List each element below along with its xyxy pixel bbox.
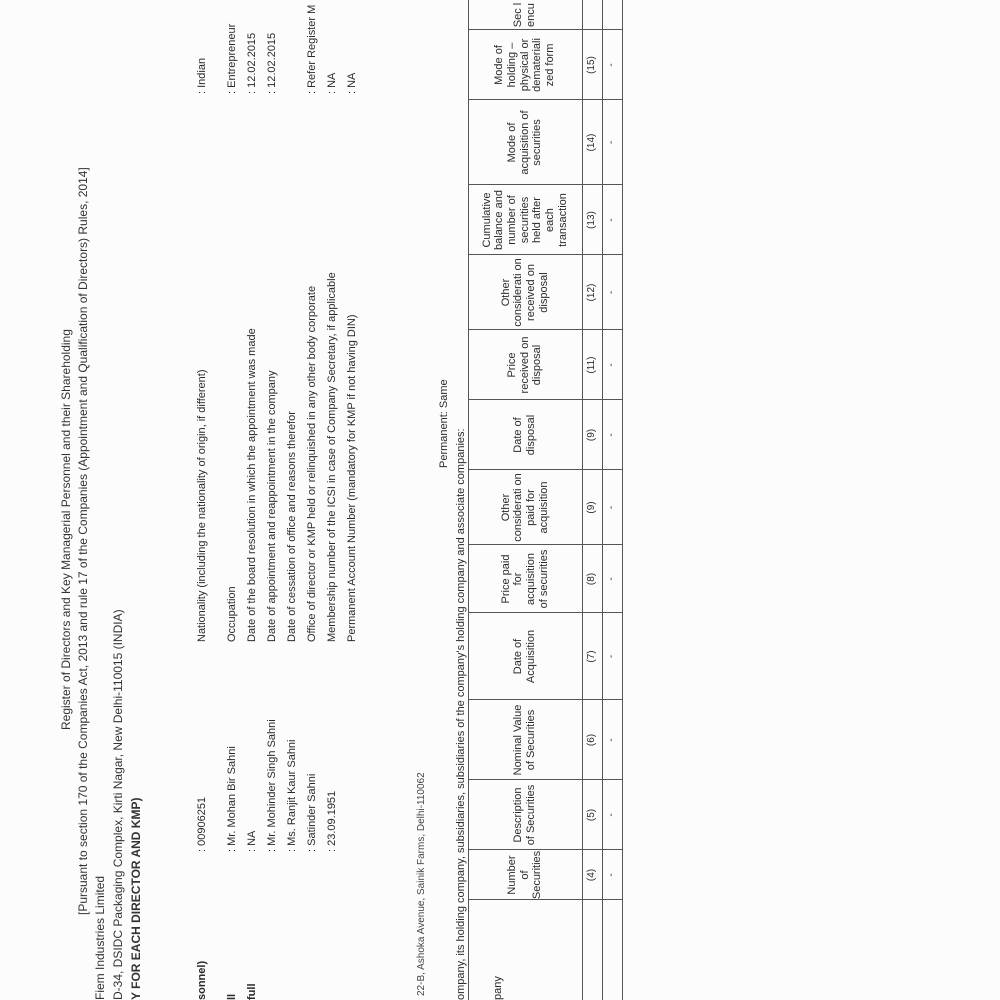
column-value: - [606,577,617,581]
column-header: Price received on disposal [506,336,544,394]
table-column-rule [468,399,622,400]
section-label: Y FOR EACH DIRECTOR AND KMP) [129,797,143,1000]
label-icsi-membership: Membership number of the ICSI in case of Company Secretary, if applicable [326,272,338,642]
table-column-rule [468,254,622,255]
spouse-name-value: : Satinder Sahni [306,773,318,852]
column-header: Number of Securities [506,850,544,900]
table-rule [622,0,623,1000]
label-occupation: Occupation [226,586,238,642]
column-value: - [606,433,617,437]
column-number: (8) [586,572,597,586]
label-appointment-date: Date of appointment and reappointment in the company [266,370,278,642]
appointment-date-value: : 12.02.2015 [266,32,278,94]
column-number: (5) [586,808,597,822]
column-number: (6) [586,733,597,747]
column-number: (9) [586,428,597,442]
label-nationality: Nationality (including the nationality of origin, if different) [196,369,208,642]
label-other-office: Office of director or KMP held or relinquished in any other body corporate [306,285,318,642]
column-header: Cumulative balance and number of securities held after each transaction [480,190,569,250]
column-number: (13) [586,211,597,229]
label-personnel: sonnel) [196,960,208,1000]
column-value: - [606,363,617,367]
column-header: Mode of holding – physical or demateriali zed form [493,38,556,92]
table-column-rule [468,329,622,330]
column-header: Mode of acquisition of securities [506,110,544,175]
column-value: - [606,63,617,67]
column-value: - [606,873,617,877]
name-value: : Mr. Mohan Bir Sahni [226,746,238,852]
table-rule [602,0,603,1000]
din-value: : 00906251 [196,796,208,852]
column-header: Other considerati on received on disposal [499,258,550,327]
table-column-rule [468,849,622,850]
column-value: - [606,505,617,510]
column-number: (11) [586,356,597,374]
column-value: - [606,290,617,295]
table-column-rule [468,29,622,30]
column-header: Nominal Value of Securities [512,704,537,776]
column-header: Description of Securities [512,784,537,846]
column-header: Date of disposal [512,414,537,456]
first-column-header: pany [491,976,504,1000]
icsi-membership-value: : NA [326,72,338,94]
table-column-rule [468,99,622,100]
company-name: Fiem Industries Limited [93,875,107,1000]
table-column-rule [468,544,622,545]
table-column-rule [468,184,622,185]
nationality-value: : Indian [196,57,208,94]
company-address: D-34, DSIDC Packaging Complex, Kirti Nagar, New Delhi-110015 (INDIA) [111,609,125,1000]
table-column-rule [468,612,622,613]
father-name-value: : Mr. Mohinder Singh Sahni [266,719,278,852]
mother-name-value: : Ms. Ranjit Kaur Sahni [286,739,298,852]
present-address: 22-B, Ashoka Avenue, Sainik Farms, Delhi-110062 [416,772,427,996]
label-ll: ll [226,993,238,1000]
column-value: - [606,654,617,659]
column-value: - [606,738,617,742]
table-column-rule [468,699,622,700]
table-column-rule [468,779,622,780]
label-board-resolution: Date of the board resolution in which the appointment was made [246,328,258,642]
column-header: Sec l encu [512,2,537,28]
column-value: - [606,813,617,817]
column-number: (4) [586,868,597,882]
register-title: Register of Directors and Key Managerial Personnel and their Shareholding [59,329,73,730]
occupation-value: : Entrepreneur [226,23,238,94]
permanent-address: Permanent: Same [438,379,450,468]
register-subtitle: [Pursuant to section 170 of the Companies Act, 2013 and rule 17 of the Companies (Appointment and Qualification of Directors) Rules, 2014] [76,167,90,915]
column-value: - [606,140,617,145]
column-value: - [606,218,617,222]
label-pan: Permanent Account Number (mandatory for KMP if not having DIN) [346,314,358,642]
board-resolution-value: : 12.02.2015 [246,32,258,94]
table-rule [468,0,469,1000]
column-number: (9) [586,501,597,514]
label-cessation: Date of cessation of office and reasons therefor [286,411,298,642]
column-header: Price paid for acquisition of securities [499,549,550,609]
column-number: (15) [586,56,597,74]
table-caption: ompany, its holding company, subsidiaries, subsidiaries of the company's holding company and associate companies: [455,428,467,1000]
column-number: (12) [586,283,597,302]
column-number: (7) [586,650,597,663]
former-name-value: : NA [246,830,258,852]
column-number: (14) [586,133,597,152]
other-office-value: : Refer Register M [306,4,318,94]
dob-value: : 23.09.1951 [326,790,338,852]
column-header: Date of Acquisition [512,629,537,684]
table-rule [582,0,583,1000]
label-full: full [246,983,258,1000]
pan-value: : NA [346,72,358,94]
table-column-rule [468,469,622,470]
table-column-rule [468,899,622,900]
column-header: Other considerati on paid for acquisition [499,473,550,542]
